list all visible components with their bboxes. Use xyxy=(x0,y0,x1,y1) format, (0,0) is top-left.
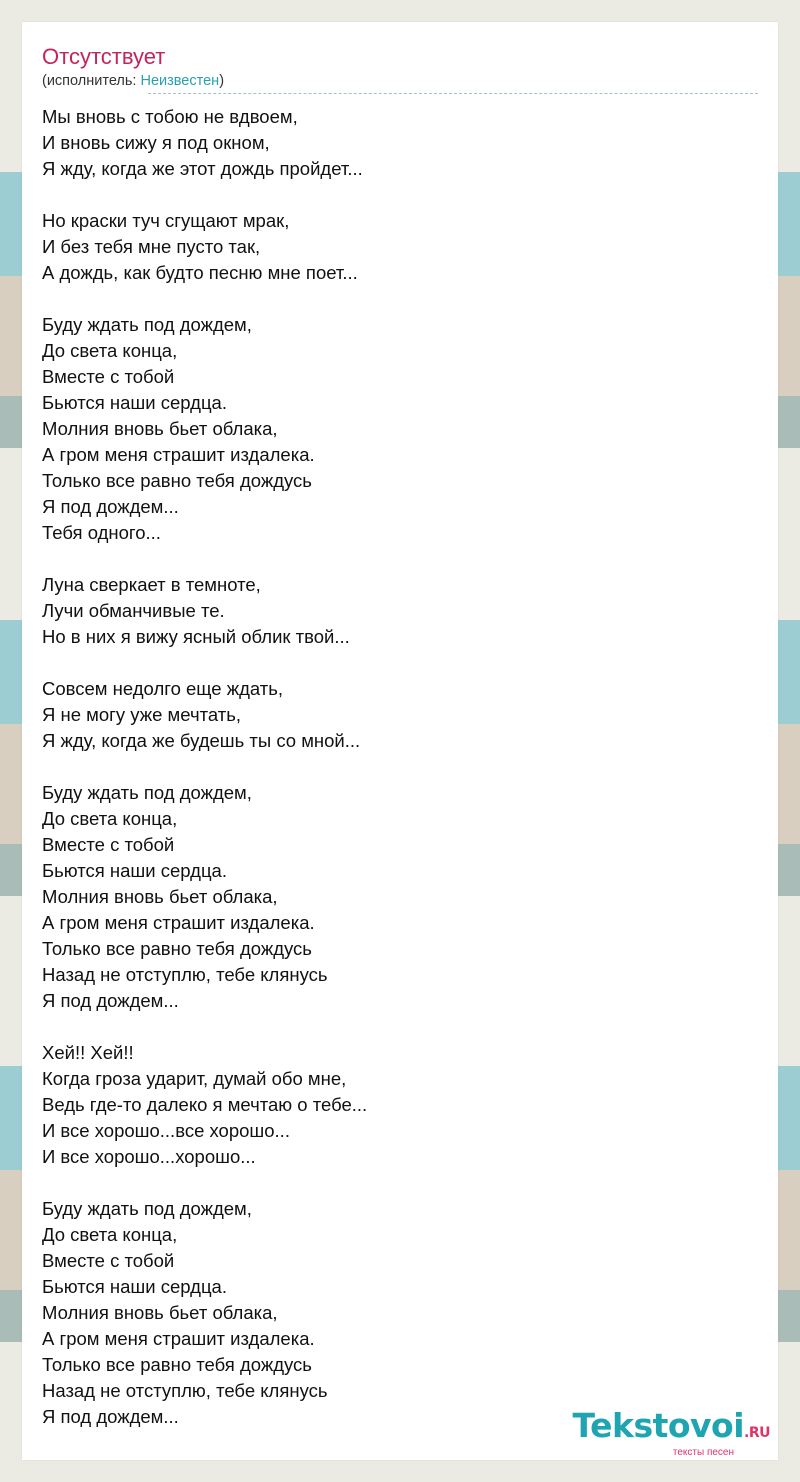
lyrics-line: Тебя одного... xyxy=(42,522,161,543)
lyrics-line: Когда гроза ударит, думай обо мне, xyxy=(42,1068,347,1089)
logo-tld: .RU xyxy=(744,1425,770,1441)
lyrics-verse xyxy=(42,312,742,546)
artist-suffix: ) xyxy=(219,73,225,89)
lyrics-line: Вместе с тобой xyxy=(42,834,175,855)
lyrics-line: Но краски туч сгущают мрак, xyxy=(42,210,290,231)
lyrics-line: Только все равно тебя дождусь xyxy=(42,938,312,959)
lyrics-line: Я не могу уже мечтать, xyxy=(42,704,241,725)
site-logo[interactable] xyxy=(572,1406,770,1458)
lyrics-line: Ведь где-то далеко я мечтаю о тебе... xyxy=(42,1094,368,1115)
artist-prefix: (исполнитель: xyxy=(42,73,141,89)
lyrics-line: А дождь, как будто песню мне поет... xyxy=(42,262,358,283)
lyrics-verse xyxy=(42,572,742,650)
logo-name: Tekstovoi xyxy=(572,1406,745,1445)
lyrics-line: Буду ждать под дождем, xyxy=(42,1198,252,1219)
lyrics-verse xyxy=(42,208,742,286)
lyrics-line: Мы вновь с тобою не вдвоем, xyxy=(42,106,298,127)
lyrics-line: Я под дождем... xyxy=(42,990,179,1011)
lyrics-verse xyxy=(42,104,742,182)
artist-link[interactable]: Неизвестен xyxy=(140,73,220,89)
lyrics-line: Бьются наши сердца. xyxy=(42,860,227,881)
lyrics-verse xyxy=(42,1040,742,1170)
lyrics-line: Я под дождем... xyxy=(42,496,179,517)
lyrics-line: Буду ждать под дождем, xyxy=(42,314,252,335)
lyrics-line: А гром меня страшит издалека. xyxy=(42,912,315,933)
artist-line xyxy=(42,72,224,90)
lyrics-line: Назад не отступлю, тебе клянусь xyxy=(42,964,328,985)
lyrics-line: Я под дождем... xyxy=(42,1406,179,1427)
lyrics-line: Назад не отступлю, тебе клянусь xyxy=(42,1380,328,1401)
lyrics-line: И без тебя мне пусто так, xyxy=(42,236,261,257)
lyrics-line: До света конца, xyxy=(42,340,178,361)
lyrics-verse xyxy=(42,1196,742,1430)
lyrics-line: Лучи обманчивые те. xyxy=(42,600,225,621)
lyrics-line: Я жду, когда же этот дождь пройдет... xyxy=(42,158,363,179)
lyrics-line: И все хорошо...все хорошо... xyxy=(42,1120,290,1141)
lyrics-line: Луна сверкает в темноте, xyxy=(42,574,261,595)
lyrics-line: Вместе с тобой xyxy=(42,366,175,387)
lyrics-line: До света конца, xyxy=(42,1224,178,1245)
lyrics-verse xyxy=(42,676,742,754)
lyrics-line: Хей!! Хей!! xyxy=(42,1042,134,1063)
lyrics-text xyxy=(42,104,745,1456)
lyrics-verse xyxy=(42,780,742,1014)
title-divider xyxy=(148,93,758,94)
lyrics-line: И все хорошо...хорошо... xyxy=(42,1146,256,1167)
lyrics-line: Но в них я вижу ясный облик твой... xyxy=(42,626,350,647)
lyrics-line: Молния вновь бьет облака, xyxy=(42,1302,278,1323)
lyrics-line: Вместе с тобой xyxy=(42,1250,175,1271)
logo-tagline: тексты песен xyxy=(672,1447,734,1458)
lyrics-line: До света конца, xyxy=(42,808,178,829)
lyrics-line: Совсем недолго еще ждать, xyxy=(42,678,284,699)
lyrics-line: Молния вновь бьет облака, xyxy=(42,886,278,907)
lyrics-card xyxy=(22,22,778,1460)
lyrics-line: Я жду, когда же будешь ты со мной... xyxy=(42,730,361,751)
lyrics-line: А гром меня страшит издалека. xyxy=(42,1328,315,1349)
lyrics-line: Бьются наши сердца. xyxy=(42,392,227,413)
lyrics-line: Только все равно тебя дождусь xyxy=(42,1354,312,1375)
lyrics-line: И вновь сижу я под окном, xyxy=(42,132,270,153)
lyrics-line: Буду ждать под дождем, xyxy=(42,782,252,803)
lyrics-line: Молния вновь бьет облака, xyxy=(42,418,278,439)
lyrics-line: Бьются наши сердца. xyxy=(42,1276,227,1297)
song-title: Отсутствует xyxy=(42,44,166,69)
lyrics-line: А гром меня страшит издалека. xyxy=(42,444,315,465)
lyrics-line: Только все равно тебя дождусь xyxy=(42,470,312,491)
